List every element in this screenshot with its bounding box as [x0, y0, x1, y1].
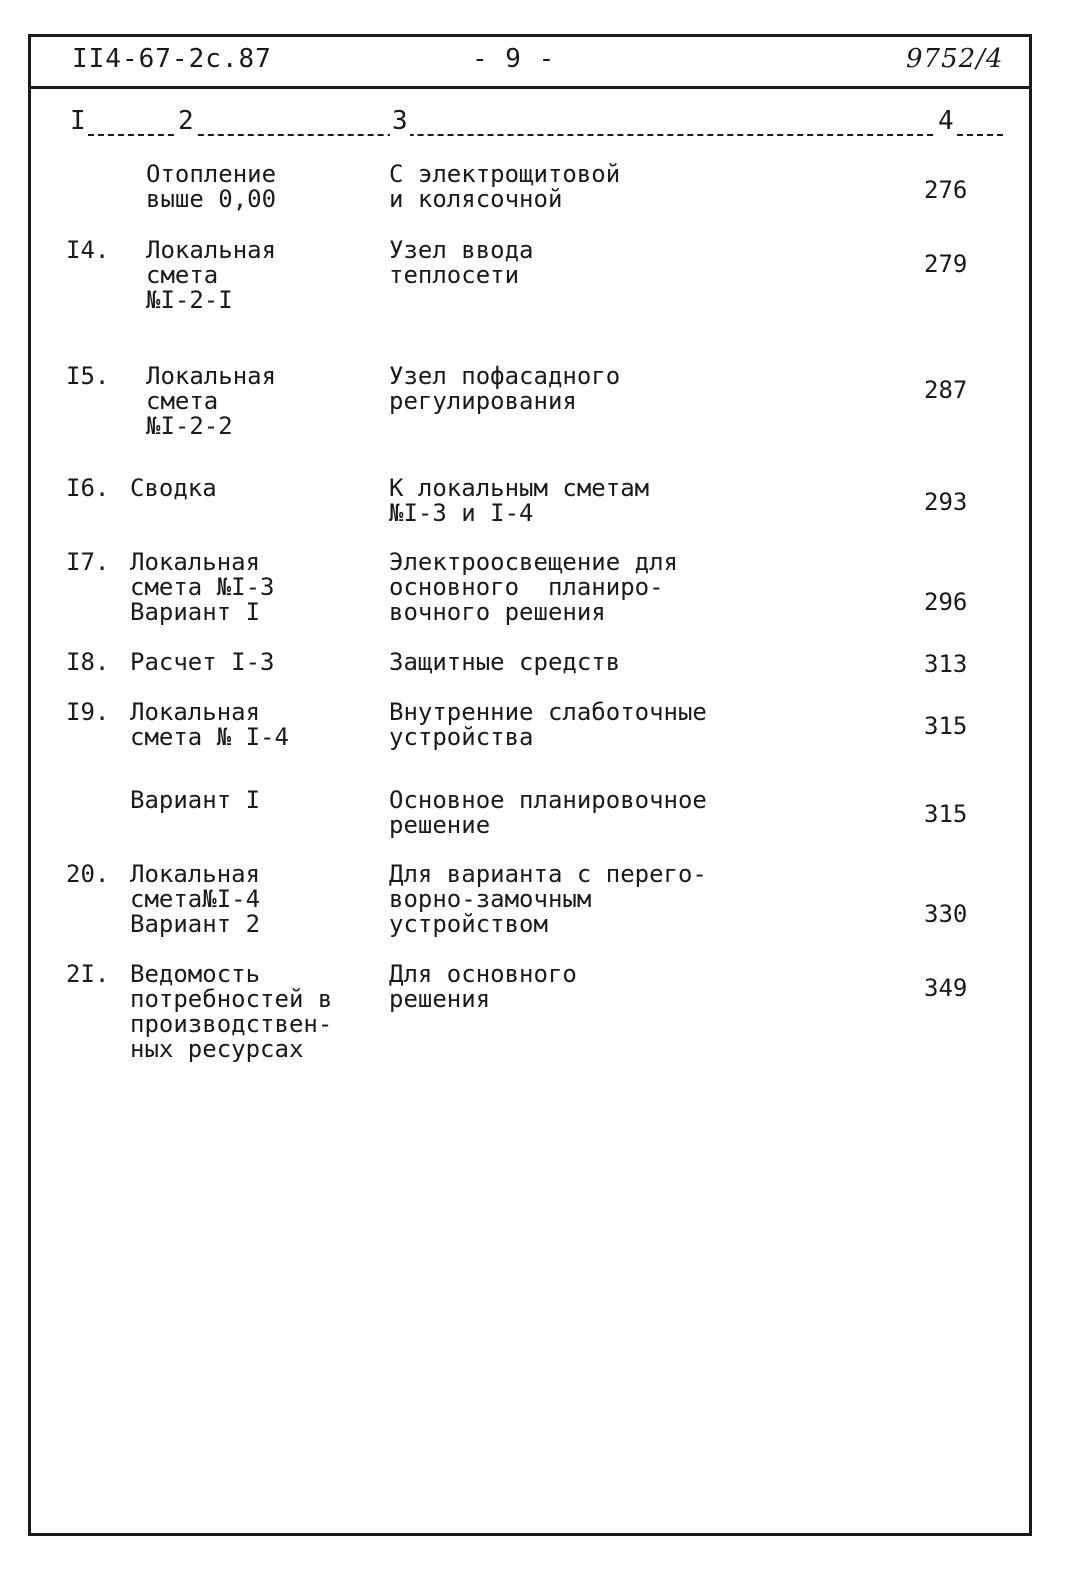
row-description: Узел ввода теплосети [389, 236, 534, 289]
document-code: II4-67-2с.87 [72, 44, 272, 74]
row-number: I6. [66, 474, 110, 502]
row-description: Узел пофасадного регулирования [389, 362, 621, 415]
row-number: I5. [66, 362, 110, 390]
row-page: 349 [924, 974, 968, 1002]
row-page: 287 [924, 376, 968, 404]
row-description: К локальным сметам №I-3 и I-4 [389, 474, 650, 527]
column-header-4: 4 [938, 106, 954, 136]
column-header-row [68, 106, 1003, 140]
row-description: Внутренние слаботочные устройства [389, 698, 707, 751]
row-number: I4. [66, 236, 110, 264]
row-document-name: Ведомость потребностей в производствен- ных ресурсах [130, 960, 333, 1063]
row-document-name: Отопление выше 0,00 [146, 160, 277, 213]
row-document-name: Локальная смета №I-2-2 [146, 362, 277, 440]
archive-reference: 9752/4 [906, 44, 1004, 74]
row-document-name: Локальная смета№I-4 Вариант 2 [130, 860, 261, 938]
row-document-name: Сводка [130, 474, 217, 502]
row-document-name: Локальная смета №I-3 Вариант I [130, 548, 275, 626]
row-number: I7. [66, 548, 110, 576]
row-page: 313 [924, 650, 968, 678]
row-page: 276 [924, 176, 968, 204]
column-header-dashes [68, 134, 1003, 136]
row-page: 279 [924, 250, 968, 278]
row-number: I8. [66, 648, 110, 676]
row-document-name: Локальная смета №I-2-I [146, 236, 277, 314]
header-rule [28, 86, 1032, 89]
row-number: I9. [66, 698, 110, 726]
row-page: 296 [924, 588, 968, 616]
row-page: 330 [924, 900, 968, 928]
row-document-name: Расчет I-3 [130, 648, 275, 676]
row-page: 315 [924, 800, 968, 828]
column-header-2: 2 [178, 106, 194, 136]
column-header-3: 3 [392, 106, 408, 136]
row-page: 315 [924, 712, 968, 740]
row-description: С электрощитовой и колясочной [389, 160, 621, 213]
row-document-name: Локальная смета № I-4 [130, 698, 289, 751]
row-description: Электроосвещение для основного планиро- вочного решения [389, 548, 678, 626]
row-document-name: Вариант I [130, 786, 261, 814]
row-number: 20. [66, 860, 110, 888]
column-header-1: I [70, 106, 86, 136]
row-description: Основное планировочное решение [389, 786, 707, 839]
row-description: Для варианта с перего- ворно-замочным устройством [389, 860, 707, 938]
row-description: Защитные средств [389, 648, 621, 676]
row-number: 2I. [66, 960, 110, 988]
page-number: - 9 - [472, 44, 556, 74]
row-page: 293 [924, 488, 968, 516]
row-description: Для основного решения [389, 960, 577, 1013]
